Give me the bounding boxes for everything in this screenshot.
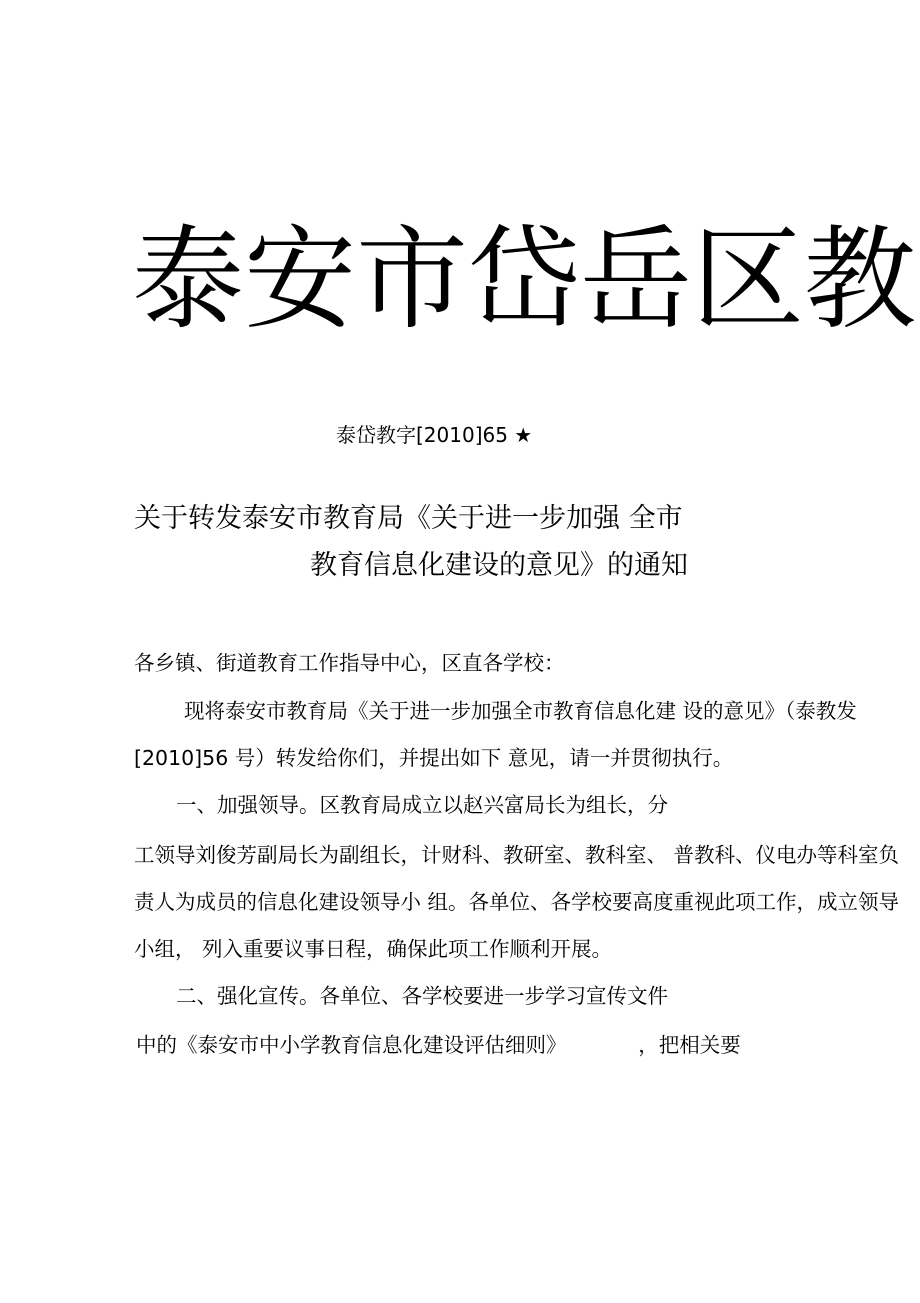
paragraph-2-line-4: 小组， 列入重要议事日程，确保此项工作顺利开展。 xyxy=(134,937,613,961)
paragraph-3-line-2: 中的《泰安市中小学教育信息化建设评估细则》 ，把相关要 xyxy=(136,1033,741,1057)
paragraph-1-line-1: 现将泰安市教育局《关于进一步加强全市教育信息化建 设的意见》（泰教发 xyxy=(184,699,857,723)
paragraph-2-line-3: 责人为成员的信息化建设领导小 组。各单位、各学校要高度重视此项工作，成立领导 xyxy=(134,890,900,914)
document-number: 泰岱教字[2010]65 ★ xyxy=(336,423,533,447)
paragraph-3-line-1: 二、强化宣传。各单位、各学校要进一步学习宣传文件 xyxy=(176,984,668,1008)
document-title-line-1: 关于转发泰安市教育局《关于进一步加强 全市 xyxy=(134,503,683,534)
salutation: 各乡镇、街道教育工作指导中心，区直各学校： xyxy=(134,651,565,675)
paragraph-2-line-2: 工领导刘俊芳副局长为副组长，计财科、教研室、教科室、 普教科、仪电办等科室负 xyxy=(134,843,900,867)
document-header: 泰安市岱岳区教 xyxy=(132,215,916,345)
paragraph-2-line-1: 一、加强领导。区教育局成立以赵兴富局长为组长，分 xyxy=(176,793,668,817)
document-title-line-2: 教育信息化建设的意见》的通知 xyxy=(310,550,688,581)
paragraph-1-line-2: [2010]56 号）转发给你们，并提出如下 意见，请一并贯彻执行。 xyxy=(134,746,734,770)
